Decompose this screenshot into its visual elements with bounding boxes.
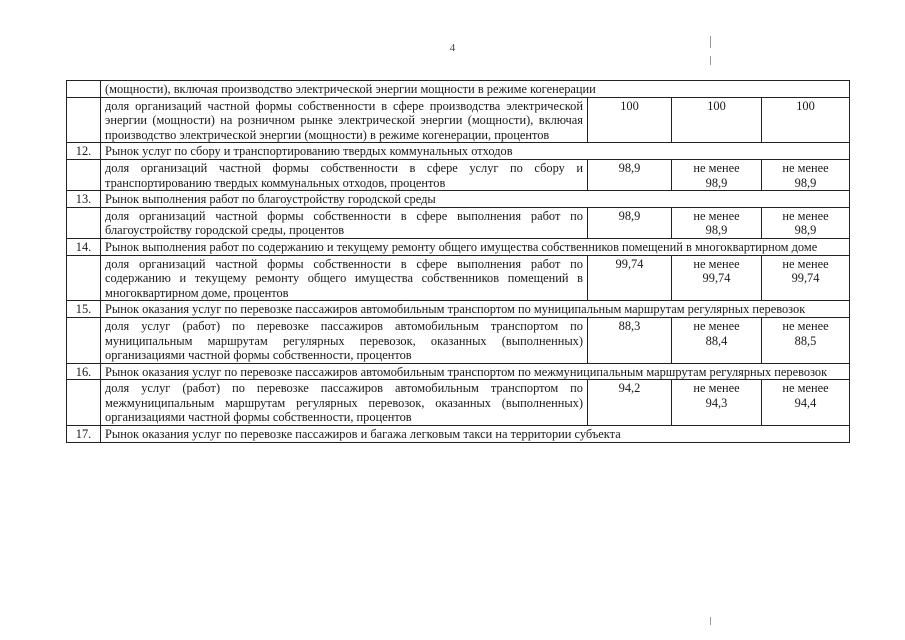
indicator-value-2 [672,207,762,238]
value-text: не менее [693,318,740,333]
value-text: 99,74 [702,271,731,286]
indicator-row [67,255,850,301]
market-section-row [67,363,850,380]
value-text: 94,4 [794,395,817,410]
value-text: 100 [707,98,726,113]
indicator-value-3 [762,159,850,190]
market-title: Рынок оказания услуг по перевозке пассажиров и багажа легковым такси на территории субъекта [101,426,850,443]
indicator-row [67,159,850,190]
value-text: 100 [620,98,639,113]
market-section-row [67,238,850,255]
value-text: 88,4 [705,333,728,348]
value-text: не менее [782,318,829,333]
page-number: 4 [449,42,456,54]
value-text: 98,9 [618,160,641,175]
row-number [67,159,101,190]
market-section-row [67,143,850,160]
indicators-table-body [67,81,850,443]
market-title: Рынок выполнения работ по содержанию и текущему ремонту общего имущества собственников помещений в многоквартирном доме [101,238,850,255]
indicator-value-3 [762,317,850,363]
value-text: не менее [782,381,829,396]
value-text: 94,2 [618,381,641,396]
indicator-value-1 [588,207,672,238]
value-text: не менее [693,381,740,396]
value-text: не менее [693,256,740,271]
indicator-row [67,380,850,426]
market-section-row [67,426,850,443]
value-text: 98,9 [618,208,641,223]
scan-artifact-line [710,36,711,48]
row-number: 13. [67,191,101,208]
indicator-value-1 [588,317,672,363]
indicator-value-1 [588,97,672,143]
market-section-row [67,191,850,208]
value-text: 99,74 [615,256,644,271]
value-text: 98,9 [794,223,817,238]
scan-artifact-line [710,617,711,625]
row-number [67,255,101,301]
market-title: (мощности), включая производство электрической энергии мощности в режиме когенерации [101,81,850,98]
indicator-description: доля услуг (работ) по перевозке пассажиров автомобильным транспортом по межмуниципальным маршрутам регулярных перевозок, оказанных (выполненных) организациями частной формы собственности, процентов [101,380,588,426]
value-text: не менее [693,160,740,175]
indicator-value-1 [588,255,672,301]
row-number [67,97,101,143]
value-text: не менее [782,160,829,175]
indicator-value-1 [588,159,672,190]
row-number: 14. [67,238,101,255]
indicator-value-3 [762,255,850,301]
indicator-value-2 [672,255,762,301]
indicator-row [67,317,850,363]
row-number [67,317,101,363]
value-text: 98,9 [794,175,817,190]
value-text: не менее [782,256,829,271]
row-number: 16. [67,363,101,380]
indicator-description: доля организаций частной формы собственности в сфере производства электрической энергии (мощности) на розничном рынке электрической энергии (мощности), включая производство электрической энергии (мощности) в режиме когенерации, процентов [101,97,588,143]
market-title: Рынок оказания услуг по перевозке пассажиров автомобильным транспортом по муниципальным маршрутам регулярных перевозок [101,301,850,318]
indicator-description: доля услуг (работ) по перевозке пассажиров автомобильным транспортом по муниципальным маршрутам регулярных перевозок, оказанных (выполненных) организациями частной формы собственности, процентов [101,317,588,363]
indicator-value-3 [762,207,850,238]
market-section-row [67,81,850,98]
value-text: 99,74 [791,271,820,286]
indicator-value-1 [588,380,672,426]
indicators-table [66,80,850,443]
indicator-value-2 [672,317,762,363]
indicator-row [67,97,850,143]
row-number: 12. [67,143,101,160]
row-number: 15. [67,301,101,318]
indicator-value-3 [762,97,850,143]
indicator-description: доля организаций частной формы собственности в сфере услуг по сбору и транспортированию твердых коммунальных отходов, процентов [101,159,588,190]
market-title: Рынок выполнения работ по благоустройству городской среды [101,191,850,208]
value-text: не менее [693,208,740,223]
row-number [67,380,101,426]
value-text: 100 [796,98,815,113]
market-title: Рынок оказания услуг по перевозке пассажиров автомобильным транспортом по межмуниципальным маршрутам регулярных перевозок [101,363,850,380]
value-text: 98,9 [705,223,728,238]
indicator-description: доля организаций частной формы собственности в сфере выполнения работ по содержанию и текущему ремонту общего имущества собственников помещений в многоквартирном доме, процентов [101,255,588,301]
indicator-description: доля организаций частной формы собственности в сфере выполнения работ по благоустройству городской среды, процентов [101,207,588,238]
row-number [67,81,101,98]
market-section-row [67,301,850,318]
market-title: Рынок услуг по сбору и транспортированию твердых коммунальных отходов [101,143,850,160]
value-text: 98,9 [705,175,728,190]
row-number [67,207,101,238]
value-text: 94,3 [705,395,728,410]
row-number: 17. [67,426,101,443]
indicator-value-2 [672,159,762,190]
scan-artifact-line [710,56,711,65]
indicator-value-3 [762,380,850,426]
value-text: 88,3 [618,318,641,333]
indicator-value-2 [672,380,762,426]
indicator-value-2 [672,97,762,143]
value-text: 88,5 [794,333,817,348]
indicator-row [67,207,850,238]
value-text: не менее [782,208,829,223]
